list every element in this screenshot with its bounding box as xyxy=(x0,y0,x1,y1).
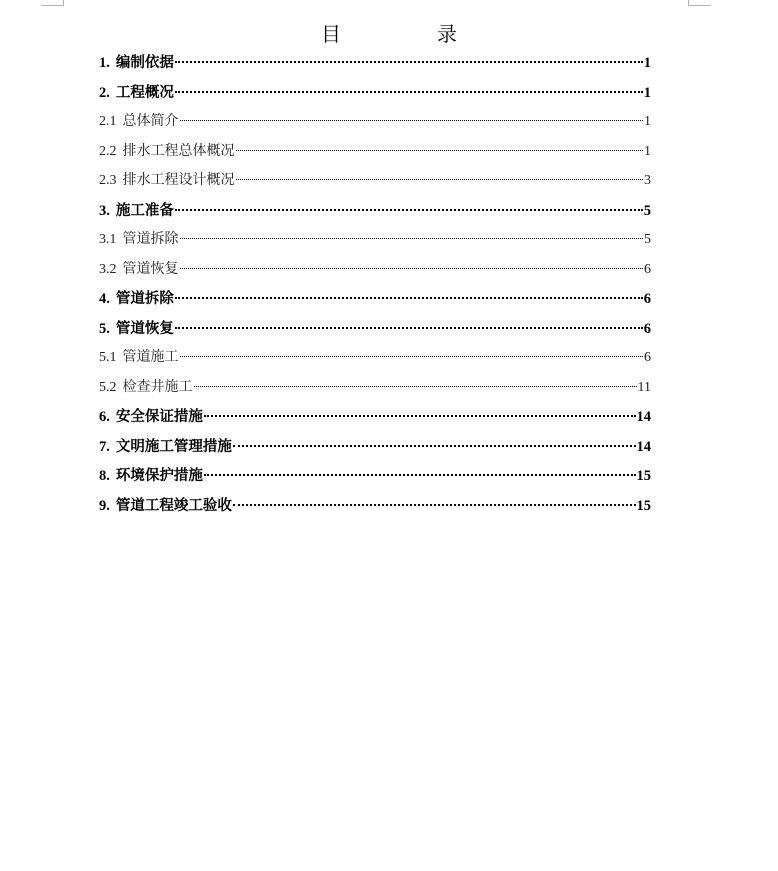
toc-entry-number: 3.1 xyxy=(99,232,117,247)
toc-leader-dots xyxy=(204,474,636,476)
toc-title: 目 录 xyxy=(321,22,495,46)
toc-entry-page: 6 xyxy=(644,261,651,277)
toc-entry-number: 8. xyxy=(99,468,110,484)
toc-entry-text: 管道拆除 xyxy=(115,290,174,307)
toc-entry-page: 14 xyxy=(636,438,651,455)
toc-entry-number: 9. xyxy=(99,497,110,514)
toc-entry[interactable] xyxy=(99,78,651,108)
toc-leader-dots xyxy=(175,209,643,211)
toc-entry[interactable] xyxy=(99,107,651,137)
toc-entry-number: 2.2 xyxy=(99,143,117,159)
toc-entry[interactable] xyxy=(99,137,651,167)
toc-entry[interactable] xyxy=(99,48,651,78)
toc-leader-dots xyxy=(236,179,644,180)
toc-entry-number: 6. xyxy=(99,409,110,425)
toc-entry-text: 排水工程总体概况 xyxy=(122,142,235,159)
toc-entry-page: 14 xyxy=(636,409,651,425)
toc-entry-text: 文明施工管理措施 xyxy=(115,437,232,455)
toc-entry[interactable] xyxy=(99,314,651,344)
toc-entry[interactable] xyxy=(99,196,651,226)
toc-leader-dots xyxy=(180,268,644,269)
toc-entry-page: 15 xyxy=(636,468,651,484)
toc-entry[interactable] xyxy=(99,225,651,255)
toc-entry-number: 5. xyxy=(99,320,110,337)
toc-entry-number: 5.2 xyxy=(99,379,117,395)
toc-entry[interactable] xyxy=(99,373,651,403)
toc-entry-page: 5 xyxy=(643,202,651,219)
toc-entry[interactable] xyxy=(99,166,651,196)
toc-entry-page: 1 xyxy=(643,55,651,71)
toc-entry-number: 3. xyxy=(99,202,110,219)
toc-entry-text: 管道恢复 xyxy=(115,319,174,337)
toc-entry[interactable] xyxy=(99,402,651,432)
toc-entry-text: 总体简介 xyxy=(122,113,179,129)
toc-entry-text: 管道工程竣工验收 xyxy=(115,496,232,514)
toc-leader-dots xyxy=(180,356,644,357)
toc-entry-text: 排水工程设计概况 xyxy=(122,172,235,188)
toc-entry-text: 环境保护措施 xyxy=(115,467,203,484)
toc-entry[interactable] xyxy=(99,255,651,285)
toc-entry-page: 1 xyxy=(643,84,651,101)
toc-entry-text: 施工准备 xyxy=(115,201,174,219)
toc-leader-dots xyxy=(204,415,636,417)
toc-entry-number: 4. xyxy=(99,291,110,307)
toc-leader-dots xyxy=(175,91,643,93)
toc-entry-text: 检查井施工 xyxy=(122,378,193,395)
table-of-contents xyxy=(99,48,651,520)
toc-entry[interactable] xyxy=(99,343,651,373)
toc-leader-dots xyxy=(233,504,636,506)
toc-entry-page: 1 xyxy=(644,143,651,159)
toc-entry-text: 管道恢复 xyxy=(122,260,179,277)
toc-entry-number: 2.3 xyxy=(99,173,117,188)
toc-leader-dots xyxy=(236,150,644,151)
toc-leader-dots xyxy=(233,445,636,447)
toc-entry-number: 5.1 xyxy=(99,350,117,365)
toc-entry-page: 6 xyxy=(643,320,651,337)
page-corner-mark-left xyxy=(41,0,64,6)
toc-entry[interactable] xyxy=(99,432,651,462)
toc-entry-text: 编制依据 xyxy=(115,54,174,71)
toc-leader-dots xyxy=(175,297,643,299)
toc-entry-text: 管道施工 xyxy=(122,349,179,365)
toc-entry-page: 6 xyxy=(643,291,651,307)
toc-entry[interactable] xyxy=(99,284,651,314)
toc-entry-number: 2. xyxy=(99,84,110,101)
toc-entry[interactable] xyxy=(99,491,651,521)
toc-entry-text: 管道拆除 xyxy=(122,231,179,247)
toc-entry-text: 工程概况 xyxy=(115,83,174,101)
toc-entry-page: 3 xyxy=(644,173,651,188)
toc-leader-dots xyxy=(175,61,643,63)
toc-leader-dots xyxy=(180,238,644,239)
toc-entry-page: 6 xyxy=(644,350,651,365)
toc-entry-number: 3.2 xyxy=(99,261,117,277)
toc-leader-dots xyxy=(175,327,643,329)
toc-leader-dots xyxy=(194,386,637,387)
toc-entry[interactable] xyxy=(99,461,651,491)
page-corner-mark-right xyxy=(688,0,711,6)
toc-entry-number: 2.1 xyxy=(99,114,117,129)
toc-entry-number: 7. xyxy=(99,438,110,455)
toc-entry-page: 15 xyxy=(636,497,651,514)
toc-entry-text: 安全保证措施 xyxy=(115,408,203,425)
toc-leader-dots xyxy=(180,120,644,121)
toc-entry-page: 11 xyxy=(637,379,651,395)
toc-entry-page: 1 xyxy=(644,114,651,129)
toc-entry-number: 1. xyxy=(99,55,110,71)
toc-entry-page: 5 xyxy=(644,232,651,247)
